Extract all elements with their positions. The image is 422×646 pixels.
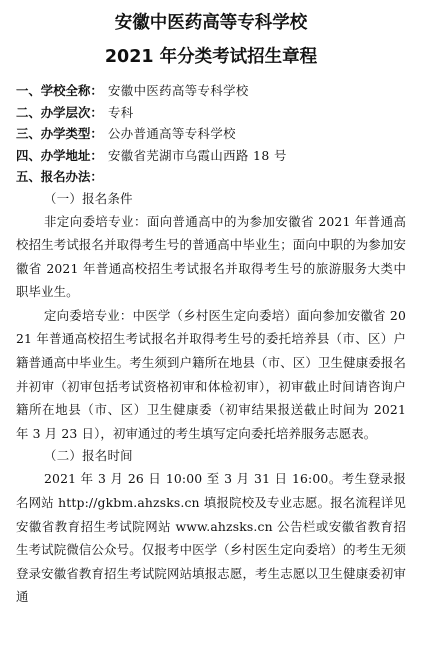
info-value: 安徽省芜湖市乌霞山西路 18 号 [108, 147, 287, 163]
info-label: 二、办学层次： [16, 104, 103, 120]
paragraph-non-directed-majors: 非定向委培专业：面向普通高中的为参加安徽省 2021 年普通高校招生考试报名并取得考生号的普通高中毕业生；面向中职的为参加安徽省 2021 年普通高校招生考试报名并取得考生号的旅游服务大类中职毕业生。 [16, 213, 406, 300]
info-value: 专科 [108, 104, 134, 120]
section-registration-method: 五、报名办法： [16, 169, 103, 184]
subheading-registration-conditions: （一）报名条件 [44, 190, 133, 206]
info-value: 安徽中医药高等专科学校 [108, 83, 249, 98]
info-label: 四、办学地址： [16, 147, 103, 163]
info-label: 一、学校全称： [16, 83, 103, 98]
info-row-school-name [16, 80, 406, 102]
document-title-charter: 2021 年分类考试招生章程 [104, 47, 318, 67]
info-row-type [16, 123, 406, 145]
document-title-school: 安徽中医药高等专科学校 [114, 13, 308, 33]
info-value: 公办普通高等专科学校 [108, 126, 236, 141]
subheading-registration-time: （二）报名时间 [44, 448, 133, 464]
paragraph-directed-majors: 定向委培专业：中医学（乡村医生定向委培）面向参加安徽省 2021 年普通高校招生考试报名并取得考生号的委托培养县（市、区）户籍普通高中毕业生。考生须到户籍所在地县（市、区）卫生健康委报名并初审（初审包括考试资格初审和体检初审），初审截止时间请咨询户籍所在地县（市、区）卫生健康委（初审结果报送截止时间为 2021 年 3 月 23 日），初审通过的考生填写定向委托培养服务志愿表。 [16, 307, 406, 441]
paragraph-registration-time: 2021 年 3 月 26 日 10:00 至 3 月 31 日 16:00。考生登录报名网站 http://gkbm.ahzsks.cn 填报院校及专业志愿。报名流程详见安徽省教育招生考试院网站 www.ahzsks.cn 公告栏或安徽省教育招生考试院微信公众号。仅报考中医学（乡村医生定向委培）的考生无须登录安徽省教育招生考试院网站填报志愿，考生志愿以卫生健康委初审通 [16, 471, 406, 605]
info-label: 三、办学类型： [16, 126, 103, 141]
info-row-address [16, 145, 406, 167]
info-row-level [16, 102, 406, 124]
